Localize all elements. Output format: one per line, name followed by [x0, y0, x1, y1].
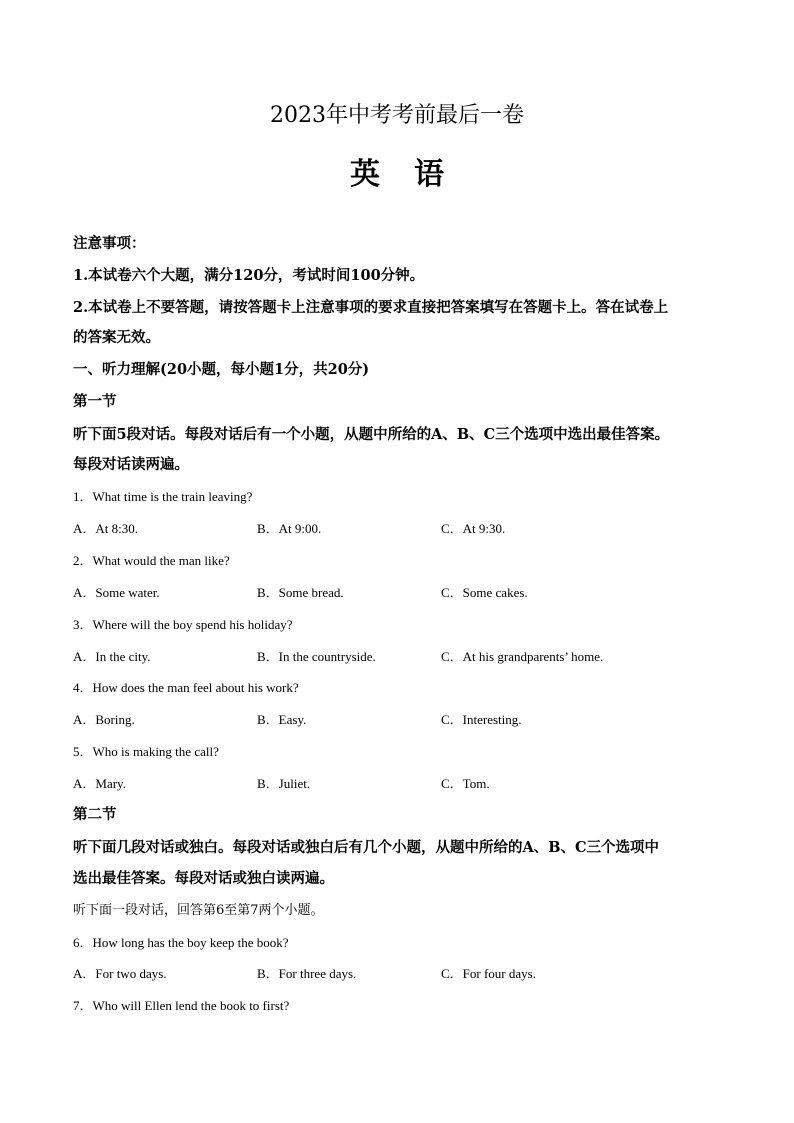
question-5: 5．Who is making the call?: [73, 744, 219, 759]
exam-title: 2023年中考考前最后一卷: [270, 103, 524, 128]
part1-heading: 一、听力理解(20小题，每小题1分，共20分): [73, 361, 370, 378]
section2-title: 第二节: [73, 806, 117, 823]
question-3: 3．Where will the boy spend his holiday?: [73, 617, 293, 632]
question-4-option-c: C．Interesting.: [441, 712, 522, 727]
question-5-option-c: C．Tom.: [441, 776, 490, 791]
question-3-option-c: C．At his grandparents’ home.: [441, 649, 604, 664]
question-5-option-b: B．Juliet.: [257, 776, 311, 791]
question-1-option-c: C．At 9:30.: [441, 521, 506, 536]
question-2: 2．What would the man like?: [73, 553, 230, 568]
question-3-option-b: B．In the countryside.: [257, 649, 376, 664]
notes-heading: 注意事项：: [73, 235, 146, 252]
question-1-option-b: B．At 9:00.: [257, 521, 322, 536]
question-4-option-b: B．Easy.: [257, 712, 307, 727]
question-4: 4．How does the man feel about his work?: [73, 680, 299, 695]
question-6-option-c: C．For four days.: [441, 966, 536, 981]
question-2-option-a: A．Some water.: [73, 585, 160, 600]
section1-title: 第一节: [73, 393, 117, 410]
question-1-option-a: A．At 8:30.: [73, 521, 139, 536]
question-2-option-b: B．Some bread.: [257, 585, 344, 600]
notes-item-1: 1.本试卷六个大题，满分120分，考试时间100分钟。: [73, 267, 425, 284]
notes-item-2-line-2: 的答案无效。: [73, 329, 160, 346]
question-6-option-a: A．For two days.: [73, 966, 167, 981]
question-4-option-a: A．Boring.: [73, 712, 135, 727]
question-3-option-a: A．In the city.: [73, 649, 151, 664]
question-2-option-c: C．Some cakes.: [441, 585, 528, 600]
notes-item-2-line-1: 2.本试卷上不要答题，请按答题卡上注意事项的要求直接把答案填写在答题卡上。答在试卷上: [73, 299, 669, 316]
question-5-option-a: A．Mary.: [73, 776, 126, 791]
question-6: 6．How long has the boy keep the book?: [73, 935, 289, 950]
subject-title: 英语: [350, 157, 478, 192]
question-1: 1．What time is the train leaving?: [73, 489, 253, 504]
section1-instruction-line-1: 听下面5段对话。每段对话后有一个小题，从题中所给的A、B、C三个选项中选出最佳答案。: [73, 426, 670, 443]
section2-instruction-line-1: 听下面几段对话或独白。每段对话或独白后有几个小题，从题中所给的A、B、C三个选项中: [73, 839, 660, 856]
section2-instruction-line-2: 选出最佳答案。每段对话或独白读两遍。: [73, 870, 334, 887]
question-7: 7．Who will Ellen lend the book to first?: [73, 998, 290, 1013]
question-6-option-b: B．For three days.: [257, 966, 357, 981]
dialogue-note: 听下面一段对话，回答第6至第7两个小题。: [73, 903, 324, 918]
section1-instruction-line-2: 每段对话读两遍。: [73, 456, 189, 473]
